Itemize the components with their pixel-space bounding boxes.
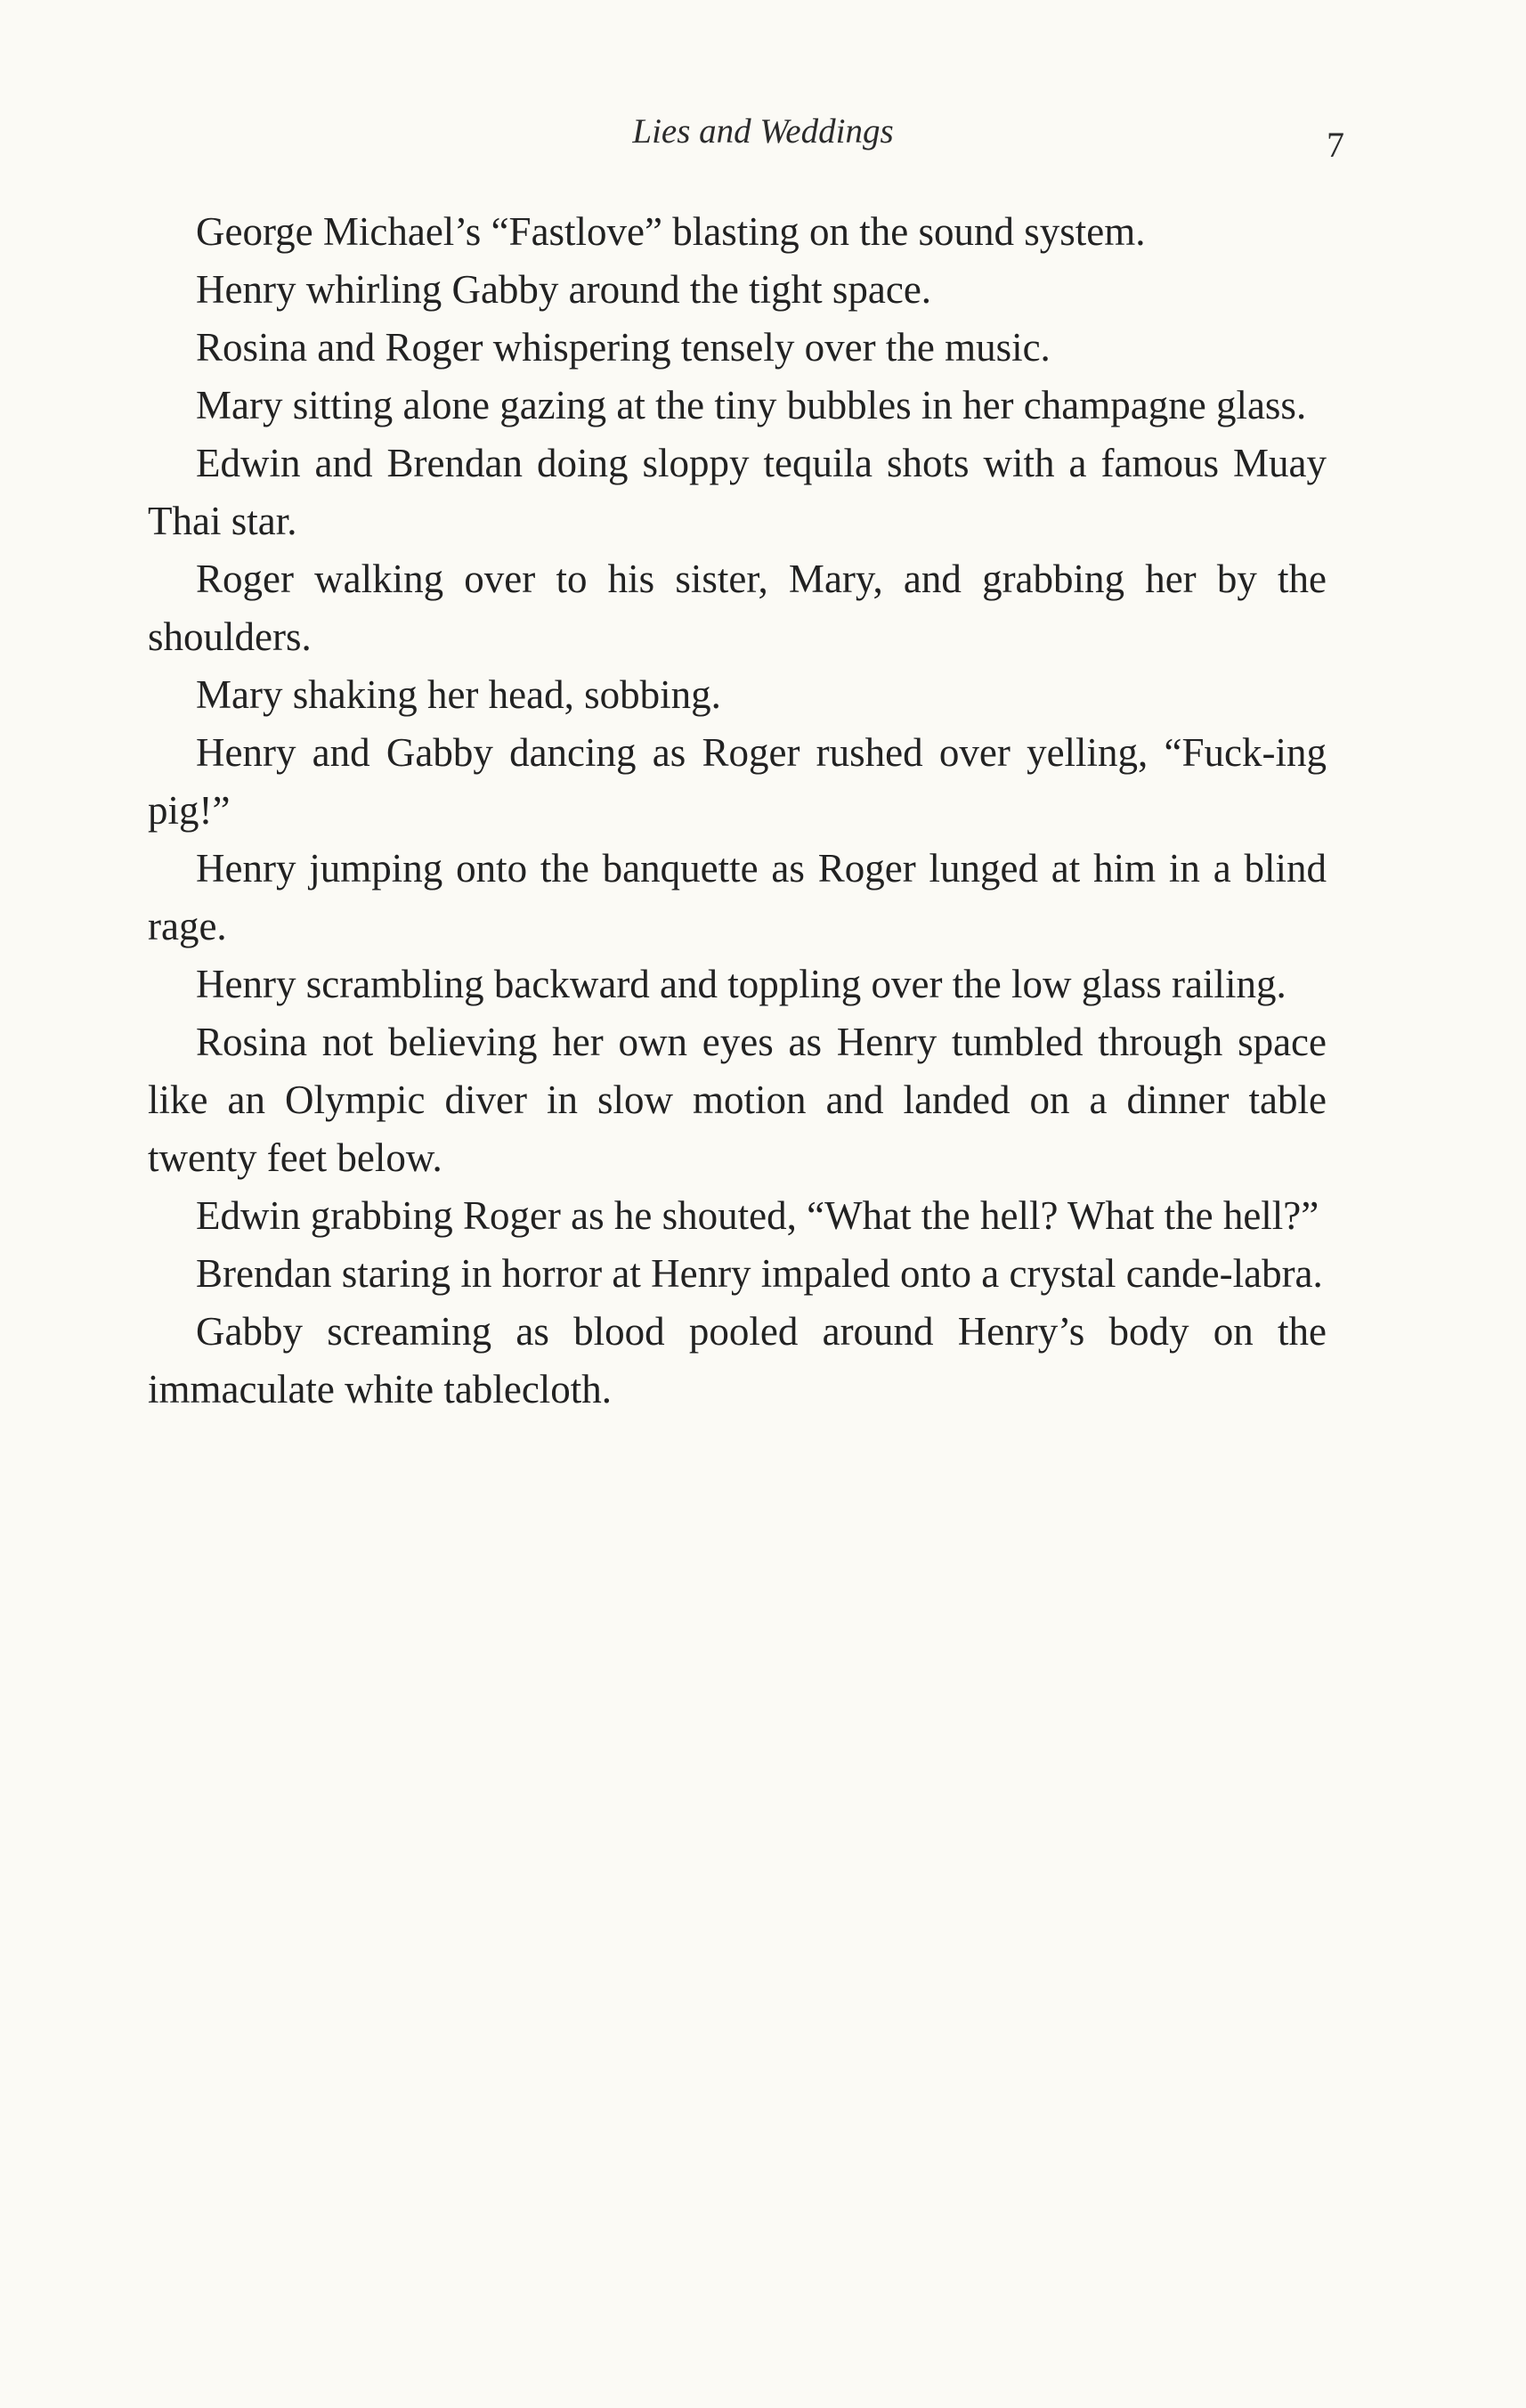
paragraph: Rosina and Roger whispering tensely over the music. <box>196 325 1051 370</box>
paragraph: Rosina not believing her own eyes as Henry tumbled through space like an Olympic diver in slow motion and landed on a dinner table twenty feet below. <box>148 1020 1327 1180</box>
paragraph: Henry whirling Gabby around the tight space. <box>196 267 932 312</box>
paragraph: Henry and Gabby dancing as Roger rushed over yelling, “Fuck-ing pig!” <box>148 730 1327 833</box>
running-head: Lies and Weddings <box>632 112 894 150</box>
paragraph: Edwin and Brendan doing sloppy tequila shots with a famous Muay Thai star. <box>148 441 1327 543</box>
paragraph: Mary shaking her head, sobbing. <box>196 672 721 717</box>
paragraph: Brendan staring in horror at Henry impaled onto a crystal cande-labra. <box>196 1251 1323 1296</box>
body-text <box>148 203 1327 1419</box>
paragraph: Henry scrambling backward and toppling over the low glass railing. <box>196 962 1287 1006</box>
paragraph: Gabby screaming as blood pooled around Henry’s body on the immaculate white tablecloth. <box>148 1309 1327 1411</box>
paragraph: Edwin grabbing Roger as he shouted, “What the hell? What the hell?” <box>196 1193 1319 1238</box>
page-number: 7 <box>1327 125 1344 165</box>
paragraph: Mary sitting alone gazing at the tiny bubbles in her champagne glass. <box>196 383 1307 427</box>
paragraph: Roger walking over to his sister, Mary, and grabbing her by the shoulders. <box>148 557 1327 659</box>
paragraph: Henry jumping onto the banquette as Roger lunged at him in a blind rage. <box>148 846 1327 948</box>
paragraph: George Michael’s “Fastlove” blasting on the sound system. <box>196 209 1146 254</box>
